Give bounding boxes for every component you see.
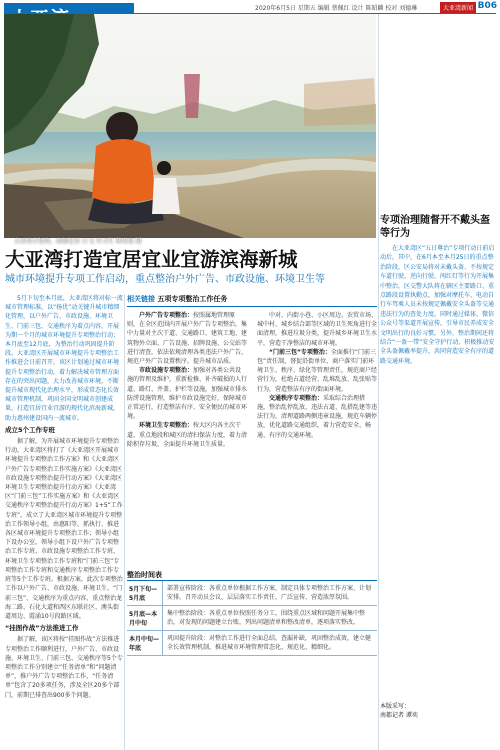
byline xyxy=(380,702,418,720)
byline-author: 南都记者 谭奕 xyxy=(380,712,418,719)
related-col-left xyxy=(127,311,247,449)
related-box-tag: 相关链接 xyxy=(127,295,155,303)
section-heading: 成立5个工作专班 xyxy=(5,425,56,434)
subheadline: 城市环境提升专项工作启动，重点整治户外广告、市政设施、环境卫生等 xyxy=(5,274,325,285)
section-tag: 大亚湾新闻 xyxy=(440,2,476,13)
issue-meta: 2020年6月5日 星期五 编辑 蔡佩红 设计 陈昭麟 校对 刘德琳 xyxy=(255,5,418,12)
lead-photo xyxy=(4,14,376,245)
schedule-text: 巩固提升阶段：对整治工作进行全面总结，查漏补缺，巩固整治成效，建立健全长效管理机制，推进城市环境管理常态化、规范化、精细化。 xyxy=(167,635,372,651)
schedule-row xyxy=(127,631,377,656)
schedule-row xyxy=(127,606,377,631)
column-divider xyxy=(124,294,125,750)
related-box xyxy=(127,294,377,571)
sidebar-body: 在大亚湾区“五日尊治”专项行动日前启动后，其中，在6月本至本月25日的重点整治阶段，区公安局将对未戴头盔、不按规定车道行驶、逆向行驶、闯红灯等行为开展集中整治，区交警大队将在辖区主要路口、重点路段设置执勤点，加强对摩托车、电动自行车驾乘人员未按规定佩戴安全头盔等交通违法行为的查处力度。同时通过媒体、微信公众号等渠道开展宣传，引导市民养成安全文明出行的良好习惯。另外，整治期间还将结合“一盔一带”安全守护行动，积极推动安全头盔佩戴率提升，共同营造安全有序的道路交通环境。 xyxy=(380,245,495,365)
schedule-text: 集中整治阶段：各重点单位按照任务分工，围绕重点区域和问题开展集中整治，对发现的问题建立台账，列出问题清单和整改清单，逐项落实整改。 xyxy=(167,610,366,626)
task-heading: 户外广告专项整治： xyxy=(139,312,194,319)
page-number: B06 xyxy=(477,1,497,11)
task-text: 全面推行“门前三包”责任制，督促沿街单位、商户落实门前环境卫生、秩序、绿化等管理责任，规范商户经营行为，杜绝占道经营、乱堆乱放、乱张贴等行为，营造整洁有序的街面环境。 xyxy=(257,348,378,393)
schedule-period: 5月下旬—5月底 xyxy=(127,581,163,605)
byline-label: 本版采写： xyxy=(380,703,411,710)
task-heading: 市政设施专项整治： xyxy=(139,367,194,375)
schedule-period: 本月中旬—年底 xyxy=(127,631,163,655)
sidebar xyxy=(380,214,496,664)
column-divider xyxy=(378,14,379,750)
task-text: 按照属地管理原则，在全区范围内开展户外广告专项整治，集中力量对主次干道、交通路口、建筑工地、建筑物外立面、广告设施、招牌设施、公交站等进行清查，依法依规清理各类违法户外广告，规范户外广告设置秩序，提升城市品质。 xyxy=(127,312,248,366)
task-heading: 环境卫生专项整治： xyxy=(139,422,194,430)
task-text: 按大区内各主次干道、重点地段和城区的清扫保洁力度，着力清除积存垃圾，全面提升环境卫生质量。 xyxy=(127,422,248,448)
body-paragraph: 据了解，为开展城市环境提升专项整治行动，大亚湾区将打了《大亚湾区开展城市环境提升专项整治工作方案》和《大亚湾区户外广告专项整治工作实施方案》《大亚湾区市政设施专项整治提升行动方案》《大亚湾区环境卫生专项整治提升行动方案》《大亚湾区“门前三包”工作实施方案》和《大亚湾区交通秩序专项整治提升行动方案》1+5“工作专班”。成立了大亚湾区城市环境提升专项整治工作领导小组，由惠阳等、抓执行、推进各区城市环境提升专项整治工作；领导小组下设办公室，领导小组下设户外广告专项整治工作专班、市政设施专项整治工作专班、环境卫生专项整治工作专班和“门前三包”专项整治工作专班和交通秩序专项整治工作专班等5个工作专班。根据方案，此次专项整治工作以户外广告、市政设施、环境卫生、“门前三包”、交通秩序为重点内容，重点整治龙海二路、石化大道和西区东联社区、澳头街道周边、霞涌10号段路区域。 xyxy=(5,438,123,620)
schedule-title: 整治时间表 xyxy=(127,571,162,579)
related-box-title xyxy=(127,294,377,307)
headline: 大亚湾打造宜居宜业宜游滨海新城 xyxy=(5,248,298,271)
section-heading: “挂图作战”方法推进工作 xyxy=(5,624,79,633)
task-text: 中对、内街小巷、小区周边、农贸市场、城中村、城乡结合部等区域的卫生死角进行全面清理，推进垃圾分类，提升城乡环境卫生水平，营造干净整洁的城市环境。 xyxy=(257,312,378,347)
schedule-table xyxy=(127,580,377,656)
sidebar-title: 专项治理随督开不戴头盔等行为 xyxy=(380,215,490,239)
lead-paragraph: 5月下旬至本月底，大亚湾区将对标一流城市管理标准，以“扬优”动关键升城市精细化管理，以户外广告、市政设施、环境卫生、门前三包、交通秩序为着点内容，开展为期一个月的城市环境提升专项整治行动；本月底至12月底，为整治行动巩固提升阶段。大亚湾区开展城市环境提升专项整治工作推进会日前召开，该区计划通过城市环境提升专项整治行动，着力解决城市管理方面存在的突出问题，大力改善城市环境，不断提升城市现代化治理水平，形成常态化长效城市管理机制，巩固全国文明城市创建成果，打造宜居宜业宜游的现代化滨海新城，助力惠州建设国内一流城市。 xyxy=(5,295,123,422)
related-box-heading: 五项专项整治工作任务 xyxy=(157,295,228,303)
task-heading: 交通秩序专项整治： xyxy=(269,394,324,402)
body-paragraph: 据了解，该区将按“挂图作战”方法推进专项整治工作顺利进行，户外广告、市政设施、环境卫生、门前三包、交通秩序等5个专项整治工作分别建立“任务清单”和“问题清单”，推户外广告专项整治工作，“任务清单”包含了20多项任务，涉及全区20多个部门，前期已排查出900多个问题。 xyxy=(5,636,123,699)
task-text: 采取综合治理措施，整治乱停乱放、违法占道、乱搭乱建等违法行为，清理道路两侧违章设施，规范车辆停放，优化道路交通组织，着力营造安全、畅通、有序的交通环境。 xyxy=(257,394,378,439)
related-col-right xyxy=(257,311,377,440)
lead-column xyxy=(5,294,123,700)
task-text: 加强对各类公共设施的管理及维护，重新检修、补齐破损的人行道、路灯、井盖、护栏等设施，加强城市排水防涝设施管理，维护市政设施完好，保障城市正常运行，打造整洁有序、安全便民的城市环境。 xyxy=(127,367,248,421)
schedule-row xyxy=(127,581,377,606)
schedule-period: 5月底—本月中旬 xyxy=(127,606,163,630)
schedule-text: 部署宣传阶段：各重点单位根据工作方案，制定具体专项整治工作方案、计划安排，召开动员会议，层层落实工作责任，广泛宣传、营造浓厚氛围。 xyxy=(167,585,372,601)
task-heading: “门前三包”专项整治： xyxy=(269,348,331,356)
photo-caption: 大亚湾小径湾。南都记者 吕飞 实习生 林安康 摄 xyxy=(14,238,142,245)
